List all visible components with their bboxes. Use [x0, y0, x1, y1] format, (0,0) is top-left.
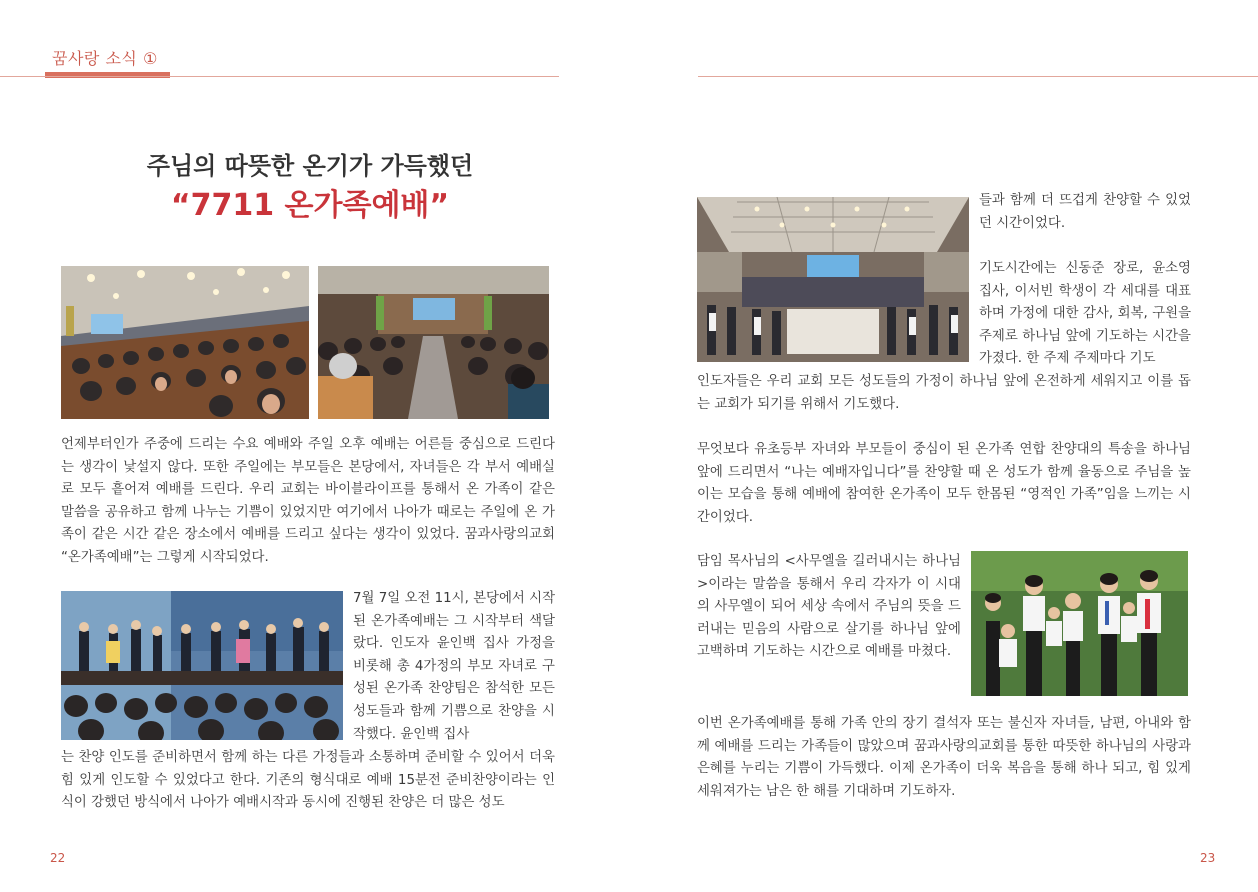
- photo-praise-team: [61, 591, 343, 740]
- header-rule-left: [0, 76, 559, 77]
- article-title-line1: 주님의 따뜻한 온기가 가득했던: [146, 152, 474, 180]
- photo-family-choir: [971, 551, 1188, 696]
- right-paragraph-1-side: 들과 함께 더 뜨겁게 찬양할 수 있었던 시간이었다.: [979, 193, 1191, 231]
- left-paragraph-2-side: 7월 7일 오전 11시, 본당에서 시작된 온가족예배는 그 시작부터 색달랐다. 인도자 윤인백 집사 가정을 비롯해 총 4가정의 부모 자녀로 구성된 온가족 찬양팀은 참석한 모든 성도들과 함께 기쁨으로 찬양을 시작했다. 윤인백 집사: [353, 591, 555, 742]
- header-rule-right: [698, 76, 1258, 77]
- photo-congregation-back: [318, 266, 549, 419]
- section-label: 꿈사랑 소식 ①: [52, 49, 158, 68]
- right-paragraph-3: 무엇보다 유초등부 자녀와 부모들이 중심이 된 온가족 연합 찬양대의 특송을 하나님 앞에 드리면서 “나는 예배자입니다”를 찬양할 때 온 성도가 함께 율동으로 주님을 높이는 모습을 통해 예배에 참여한 온가족이 모두 한몸된 “영적인 가족”임을 느끼는 시간이었다.: [697, 442, 1191, 525]
- photo-congregation-side: [61, 266, 309, 419]
- right-paragraph-4-side: 담임 목사님의 <사무엘을 길러내시는 하나님>이라는 말씀을 통해서 우리 각자가 이 시대의 사무엘이 되어 세상 속에서 주님의 뜻을 드러내는 믿음의 사람으로 살기를 하나님 앞에 고백하며 기도하는 시간으로 예배를 마쳤다.: [697, 554, 961, 660]
- page-number-right: 23: [1200, 851, 1216, 865]
- article-title-line2: “7711 온가족예배”: [170, 188, 450, 223]
- page-number-left: 22: [50, 851, 66, 865]
- left-paragraph-1: 언제부터인가 주중에 드리는 수요 예배와 주일 오후 예배는 어른들 중심으로 드린다는 생각이 낯설지 않다. 또한 주일에는 부모들은 본당에서, 자녀들은 각 부서 예배실로 모두 흩어져 예배를 드린다. 우리 교회는 바이블라이프를 통해서 온 가족이 같은 말씀을 공유하고 함께 나누는 기쁨이 있었지만 여기에서 나아가 때로는 주일에 온 가족이 같은 시간 같은 장소에서 예배를 드리고 싶다는 생각이 있었다. 꿈과사랑의교회 “온가족예배”는 그렇게 시작되었다.: [61, 437, 555, 565]
- right-paragraph-2-side: 기도시간에는 신동준 장로, 윤소영 집사, 이서빈 학생이 각 세대를 대표하며 가정에 대한 감사, 회복, 구원을 주제로 하나님 앞에 기도하는 시간을 가졌다. 한 주제 주제마다 기도: [979, 261, 1191, 367]
- right-paragraph-5: 이번 온가족예배를 통해 가족 안의 장기 결석자 또는 불신자 자녀들, 남편, 아내와 함께 예배를 드리는 가족들이 많았으며 꿈과사랑의교회를 통한 따뜻한 하나님의 사랑과 은혜를 누리는 기쁨이 가득했다. 이제 온가족이 더욱 복음을 통해 하나 되고, 힘 있게 세워져가는 남은 한 해를 기대하며 기도하자.: [697, 716, 1191, 799]
- right-paragraph-2-full: 인도자들은 우리 교회 모든 성도들의 가정이 하나님 앞에 온전하게 세워지고 이를 돕는 교회가 되기를 위해서 기도했다.: [697, 374, 1191, 412]
- photo-sanctuary: [697, 197, 969, 362]
- left-paragraph-2-full: 는 찬양 인도를 준비하면서 함께 하는 다른 가정들과 소통하며 준비할 수 있어서 더욱 힘 있게 인도할 수 있었다고 한다. 기존의 형식대로 예배 15분전 준비찬양이라는 인식이 강했던 방식에서 나아가 예배시작과 동시에 진행된 찬양은 더 많은 성도: [61, 750, 555, 811]
- section-underline: [45, 72, 170, 78]
